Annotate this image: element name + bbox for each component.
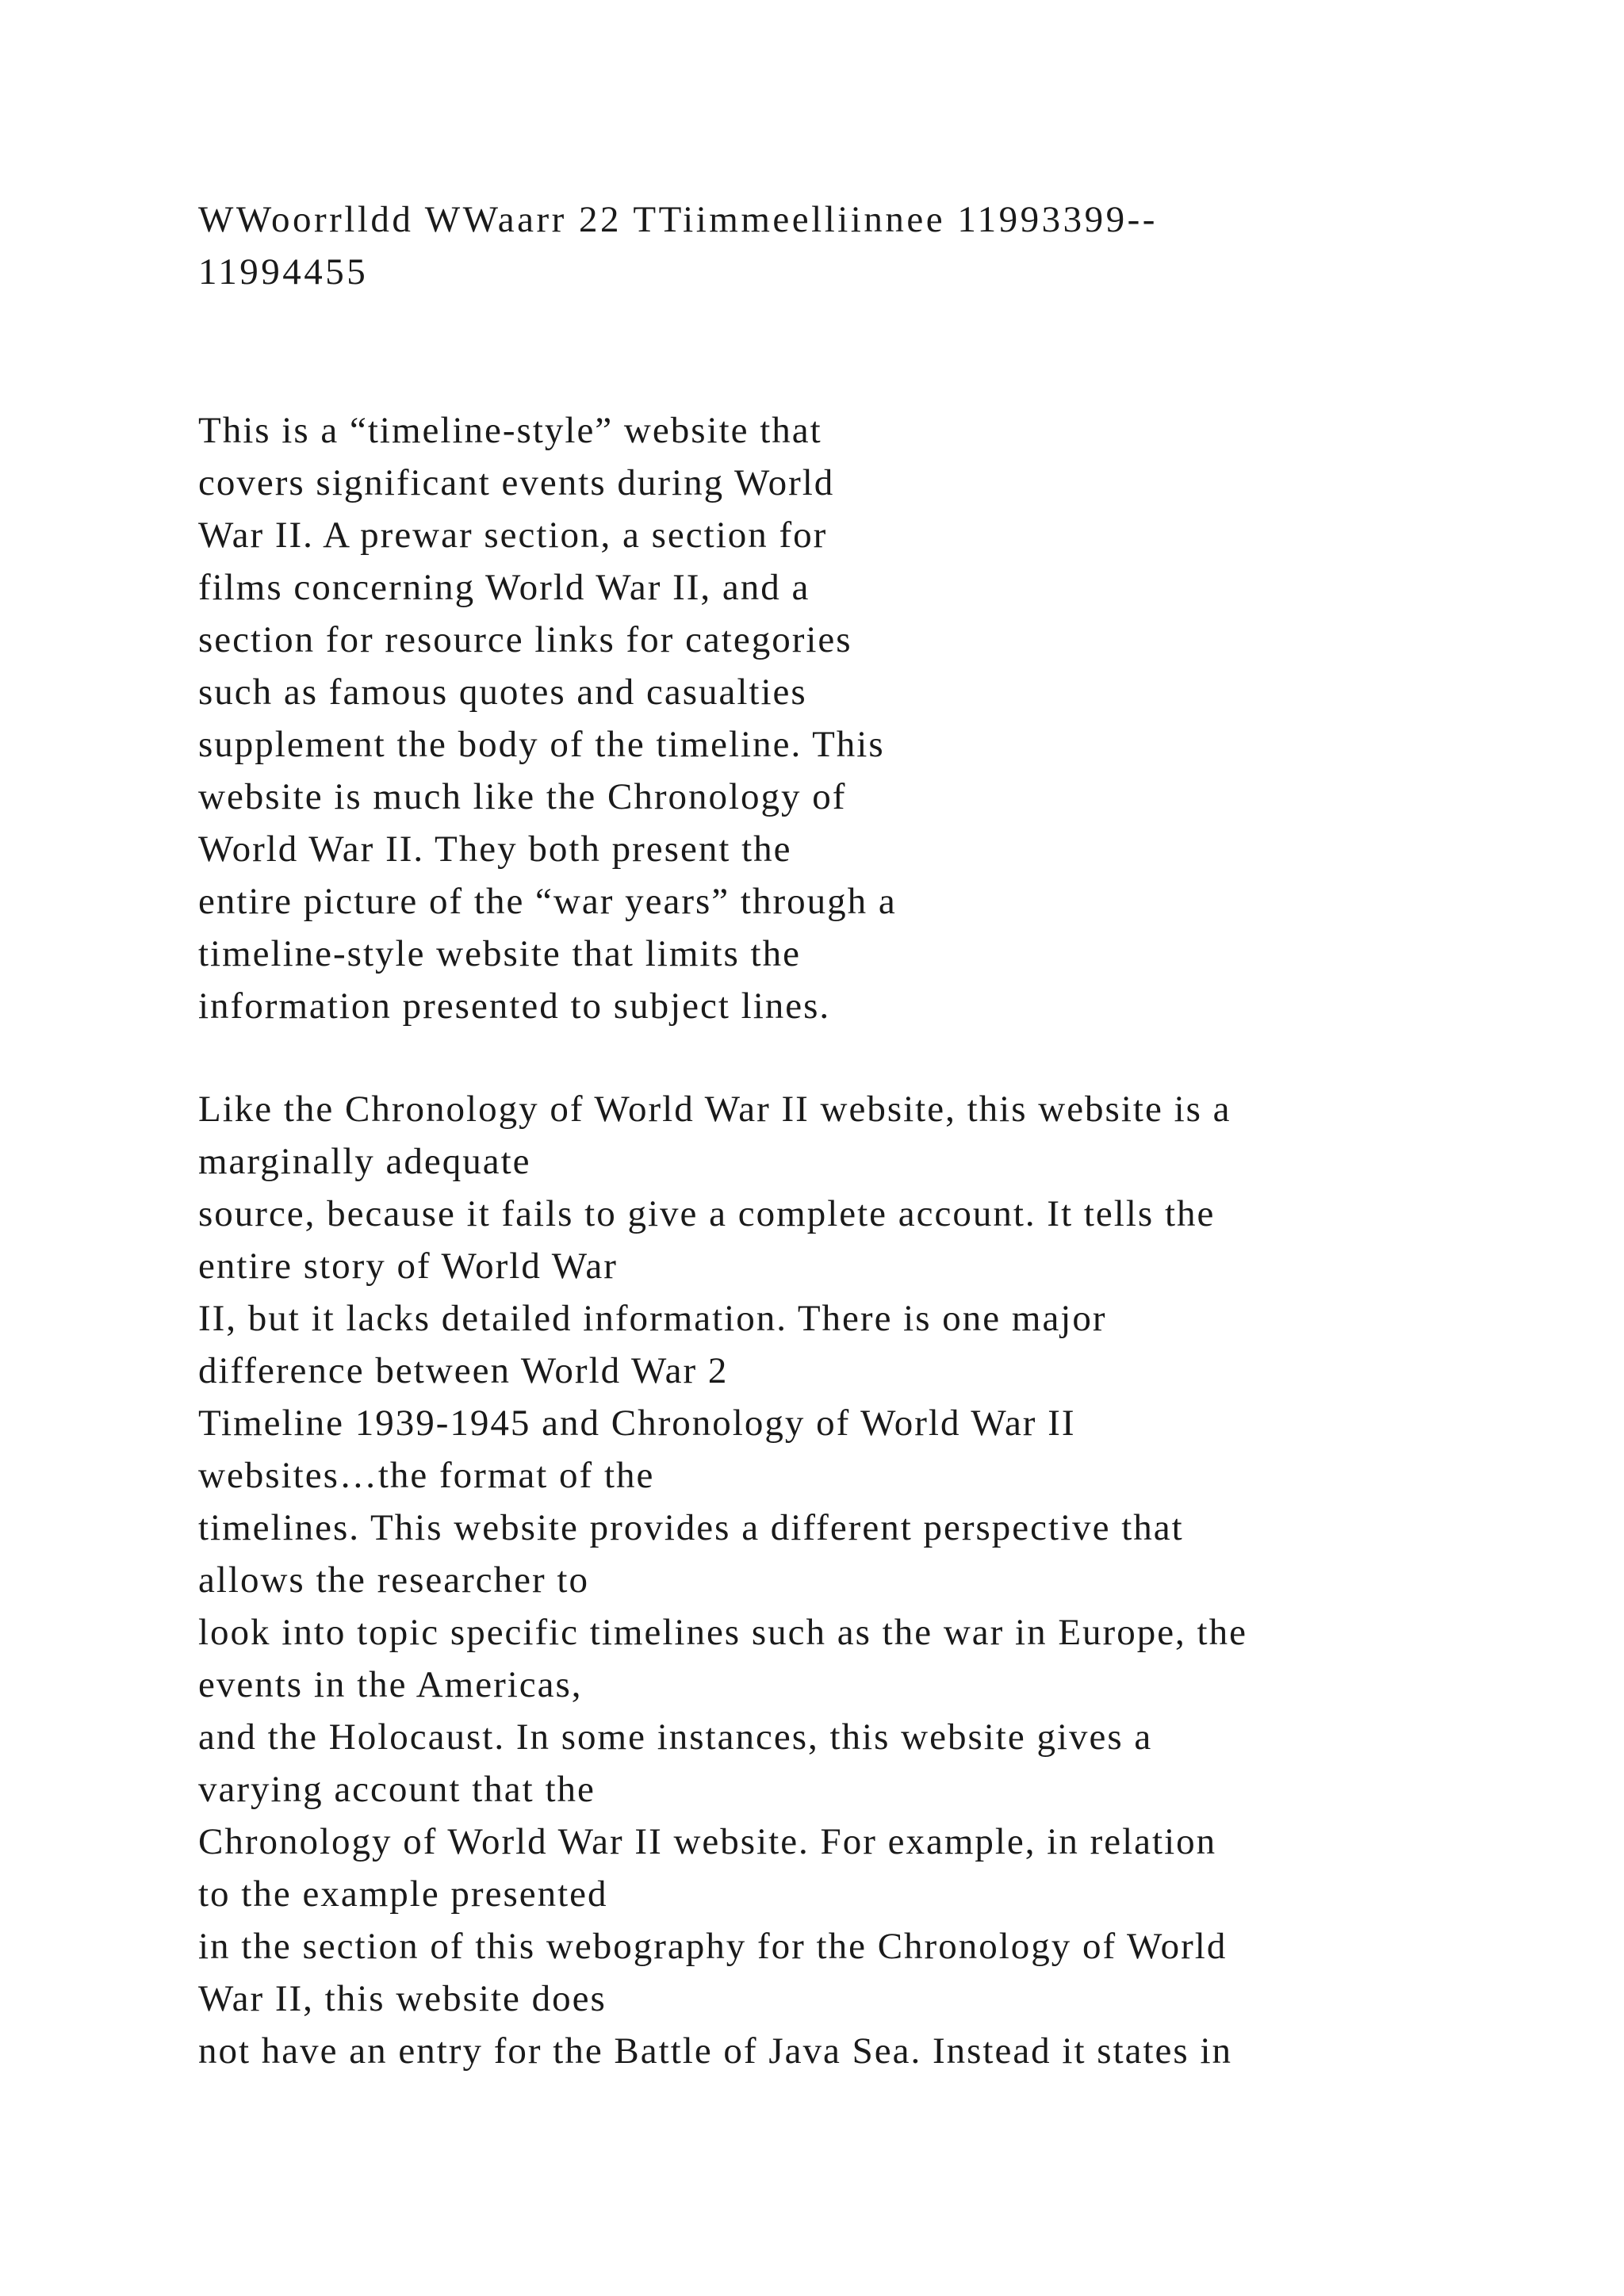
text-line: websites…the format of the [198, 1455, 655, 1496]
text-line: and the Holocaust. In some instances, this website gives a [198, 1716, 1153, 1758]
text-line: War II, this website does [198, 1978, 607, 2019]
text-line: marginally adequate [198, 1141, 531, 1182]
text-line: not have an entry for the Battle of Java Sea. Instead it states in [198, 2030, 1233, 2072]
text-line: War II. A prewar section, a section for [198, 515, 828, 556]
text-line: Like the Chronology of World War II website, this website is a [198, 1089, 1231, 1130]
document-title [198, 193, 1467, 298]
text-line: difference between World War 2 [198, 1350, 729, 1391]
text-line: timelines. This website provides a different perspective that [198, 1507, 1184, 1548]
text-line: look into topic specific timelines such as the war in Europe, the [198, 1612, 1247, 1653]
text-line: to the example presented [198, 1873, 608, 1915]
text-line: entire picture of the “war years” through a [198, 881, 897, 922]
paragraph-evaluation [198, 1083, 1546, 2077]
text-line: covers significant events during World [198, 462, 835, 503]
title-line: 11994455 [198, 251, 369, 293]
text-line: allows the researcher to [198, 1559, 589, 1601]
text-line: World War II. They both present the [198, 828, 792, 870]
text-line: Timeline 1939-1945 and Chronology of World War II [198, 1402, 1076, 1444]
title-line: WWoorrlldd WWaarr 22 TTiimmeelliinnee 11993399-- [198, 199, 1158, 240]
text-line: timeline-style website that limits the [198, 933, 801, 974]
text-line: This is a “timeline-style” website that [198, 410, 822, 451]
text-line: website is much like the Chronology of [198, 776, 847, 817]
text-line: section for resource links for categories [198, 619, 852, 660]
text-line: source, because it fails to give a complete account. It tells the [198, 1193, 1216, 1234]
text-line: films concerning World War II, and a [198, 567, 810, 608]
text-line: Chronology of World War II website. For example, in relation [198, 1821, 1217, 1862]
text-line: such as famous quotes and casualties [198, 672, 807, 713]
paragraph-summary [198, 404, 1546, 1032]
text-line: II, but it lacks detailed information. There is one major [198, 1298, 1107, 1339]
text-line: events in the Americas, [198, 1664, 583, 1705]
text-line: supplement the body of the timeline. This [198, 724, 885, 765]
text-line: entire story of World War [198, 1246, 618, 1287]
text-line: in the section of this webography for the Chronology of World [198, 1926, 1228, 1967]
text-line: varying account that the [198, 1769, 596, 1810]
text-line: information presented to subject lines. [198, 985, 831, 1027]
